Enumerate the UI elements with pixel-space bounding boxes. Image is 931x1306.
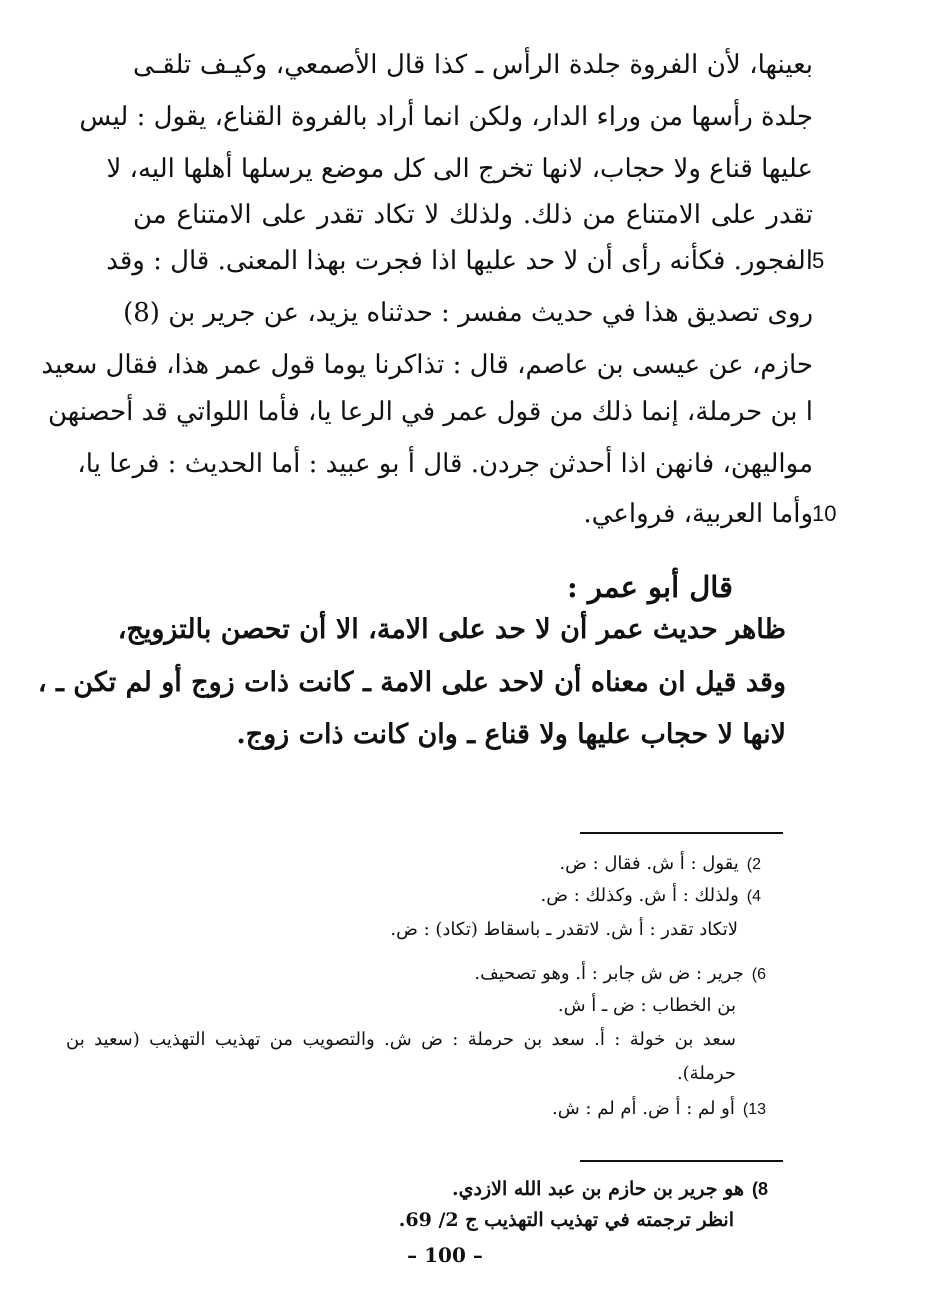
note-text: أو لم : أ ض. أم لم : ش. — [552, 1098, 735, 1119]
main-line: عليها قناع ولا حجاب، لانها تخرج الى كل موضع يرسلها أهلها اليه، لا — [106, 154, 813, 184]
note-number: 2) — [746, 856, 761, 873]
main-line: وأما العربية، فرواعي. — [583, 499, 813, 529]
main-line: ا بن حرملة، إنما ذلك من قول عمر في الرعا يا، فأما اللواتي قد أحصنهن — [47, 397, 813, 427]
note-text: حرملة). — [676, 1063, 736, 1084]
note-number: 6) — [751, 966, 766, 983]
apparatus-note — [436, 1058, 736, 1090]
apparatus-note — [361, 880, 761, 912]
main-line: الفجور. فكأنه رأى أن لا حد عليها اذا فجرت بهذا المعنى. قال : وقد — [106, 246, 813, 276]
main-line: بعينها، لأن الفروة جلدة الرأس ـ كذا قال الأصمعي، وكيـف تلقـى — [133, 50, 813, 80]
note-text: يقول : أ ش. فقال : ض. — [559, 853, 739, 874]
commentary-line: ظاهر حديث عمر أن لا حد على الامة، الا أن تحصن بالتزويج، — [117, 614, 786, 645]
footnote — [348, 1172, 768, 1206]
apparatus-note — [366, 1093, 766, 1125]
note-text: جرير : ض ش جابر : أ. وهو تصحيف. — [474, 963, 744, 984]
main-line: حازم، عن عيسى بن عاصم، قال : تذاكرنا يوما قول عمر هذا، فقال سعيد — [41, 350, 813, 380]
note-text: بن الخطاب : ض ـ أ ش. — [557, 995, 736, 1016]
line-number: 5 — [812, 248, 825, 273]
footnote-text: انظر ترجمته في تهذيب التهذيب ج 2/ 69. — [398, 1209, 734, 1231]
apparatus-note — [266, 958, 766, 990]
commentary-line: لانها لا حجاب عليها ولا قناع ـ وان كانت ذات زوج. — [236, 719, 786, 750]
apparatus-note — [336, 990, 736, 1022]
note-text: ولذلك : أ ش. وكذلك : ض. — [540, 885, 739, 906]
note-number: 4) — [746, 888, 761, 905]
main-line: تقدر على الامتناع من ذلك. ولذلك لا تكاد تقدر على الامتناع من — [133, 200, 813, 230]
commentary-heading: قال أبو عمر : — [567, 570, 733, 604]
main-line: مواليهن، فانهن اذا أحدثن جردن. قال أ بو عبيد : أما الحديث : فرعا يا، — [77, 449, 813, 479]
footnote — [314, 1203, 734, 1237]
apparatus-note — [238, 914, 738, 946]
page-number: – 100 – — [407, 1243, 483, 1267]
note-text: سعد بن خولة : أ. سعد بن حرملة : ض ش. والتصويب من تهذيب التهذيب (سعيد بن — [66, 1029, 736, 1050]
footnote-text: هو جرير بن حازم بن عبد الله الازدي. — [452, 1178, 744, 1200]
note-number: 13) — [742, 1101, 766, 1118]
note-text: لاتكاد تقدر : أ ش. لاتقدر ـ باسقاط (تكاد) : ض. — [390, 919, 738, 940]
apparatus-note — [66, 1024, 736, 1056]
line-number: 10 — [812, 501, 837, 526]
main-line: روى تصديق هذا في حديث مفسر : حدثناه يزيد، عن جرير بن (8) — [123, 298, 813, 328]
footnote-number: 8) — [751, 1179, 768, 1199]
footnote-divider — [580, 1160, 783, 1162]
main-line: جلدة رأسها من وراء الدار، ولكن انما أراد بالفروة القناع، يقول : ليس — [79, 102, 813, 132]
commentary-line: وقد قيل ان معناه أن لاحد على الامة ـ كانت ذات زوج أو لم تكن ـ ، — [37, 667, 786, 698]
apparatus-note — [361, 848, 761, 880]
apparatus-divider — [580, 832, 783, 834]
